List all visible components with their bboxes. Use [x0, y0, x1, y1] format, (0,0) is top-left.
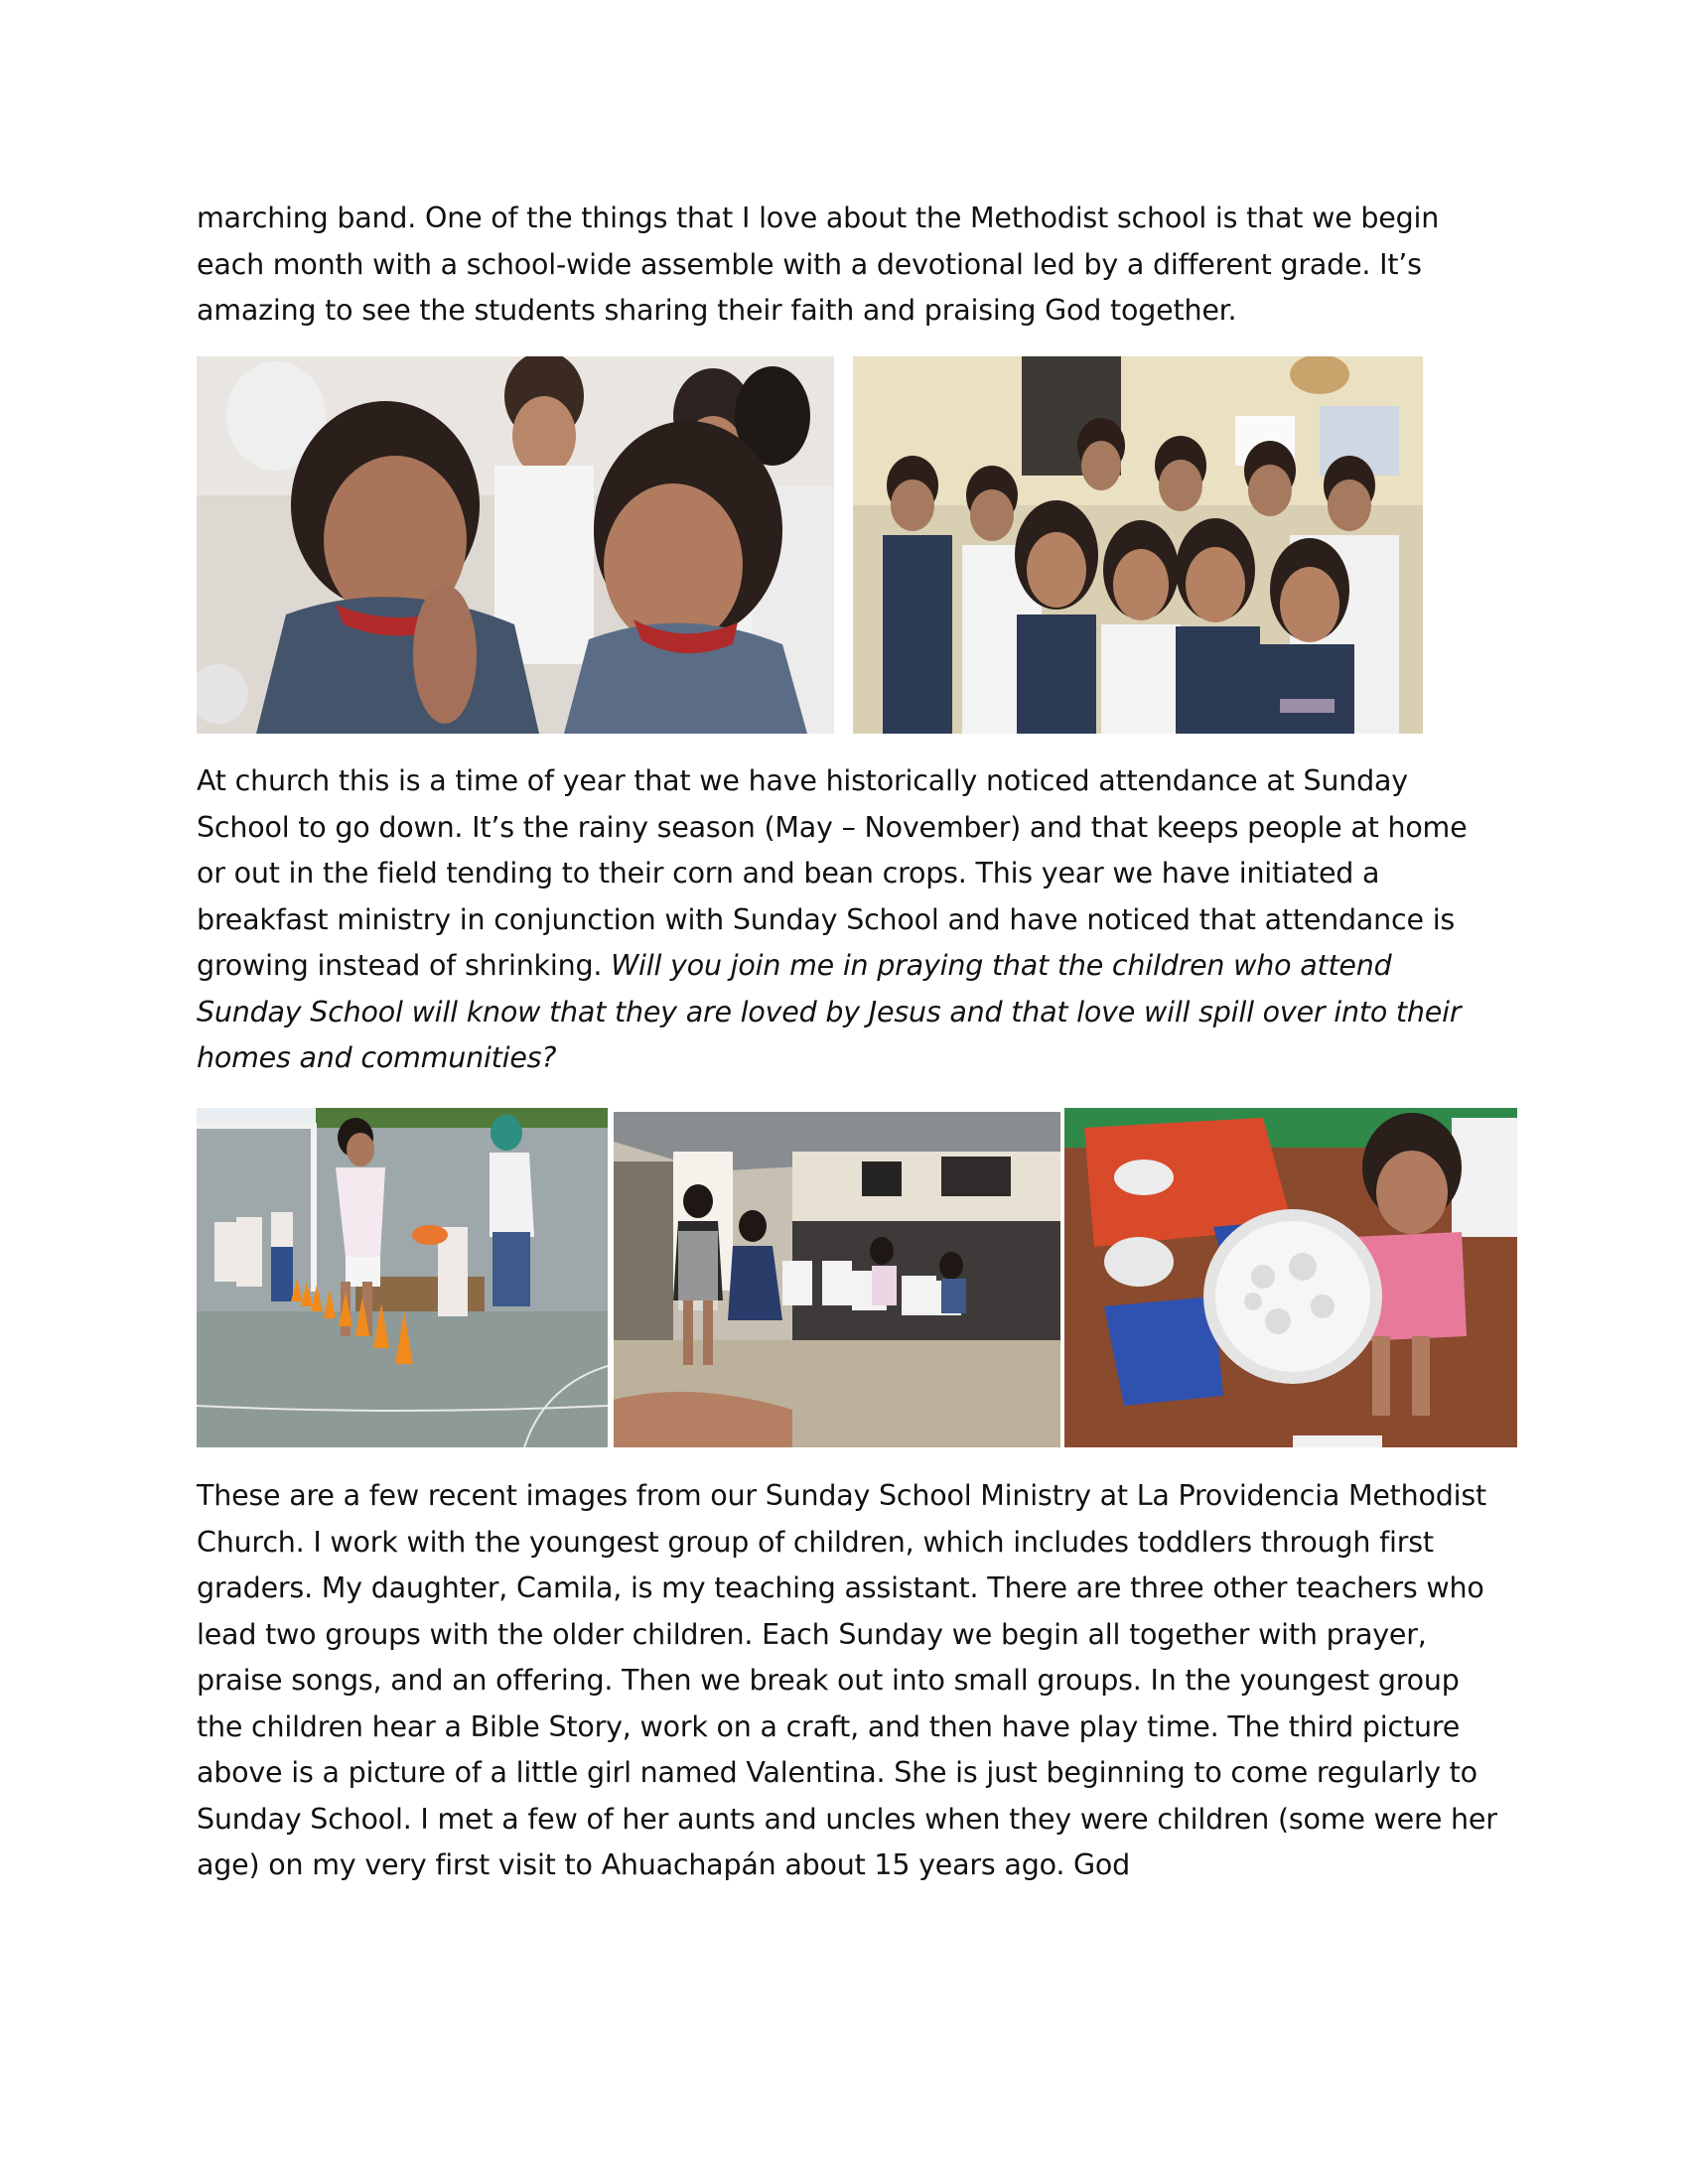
children-praying-photo	[197, 356, 834, 734]
paragraph-church-attendance-text: At church this is a time of year that we have historically noticed attendance at Sunday School to go down. It’s the rainy season (May – November) and that keeps people at home or out in the field tending to their corn and bean crops. This year we have initiated a breakfast ministry in conjunction with Sunday School and have noticed that attendance is growing instead of shrinking.	[197, 764, 1468, 982]
paragraph-church-attendance	[197, 758, 1497, 1082]
sunday-school-room-photo	[614, 1112, 1060, 1447]
paragraph-sunday-school-ministry: These are a few recent images from our Sunday School Ministry at La Providencia Methodist Church. I work with the youngest group of children, which includes toddlers through first graders. My daughter, Camila, is my teaching assistant. There are three other teachers who lead two groups with the older children. Each Sunday we begin all together with prayer, praise songs, and an offering. Then we break out into small groups. In the youngest group the children hear a Bible Story, work on a craft, and then have play time. The third picture above is a picture of a little girl named Valentina. She is just beginning to come regularly to Sunday School. I met a few of her aunts and uncles when they were children (some were her age) on my very first visit to Ahuachapán about 15 years ago. God	[197, 1479, 1497, 1881]
paragraph-school-assembly: marching band. One of the things that I love about the Methodist school is that we begin each month with a school-wide assemble with a devotional led by a different grade. It’s amazing to see the students sharing their faith and praising God together.	[197, 202, 1440, 327]
sunday-school-cones-game-photo	[197, 1108, 608, 1447]
students-group-photo	[853, 356, 1423, 734]
valentina-craft-photo	[1064, 1108, 1517, 1447]
prayer-request-italic: Will you join me in praying that the children who attend Sunday School will know that they are loved by Jesus and that love will spill over into their homes and communities?	[197, 949, 1462, 1074]
